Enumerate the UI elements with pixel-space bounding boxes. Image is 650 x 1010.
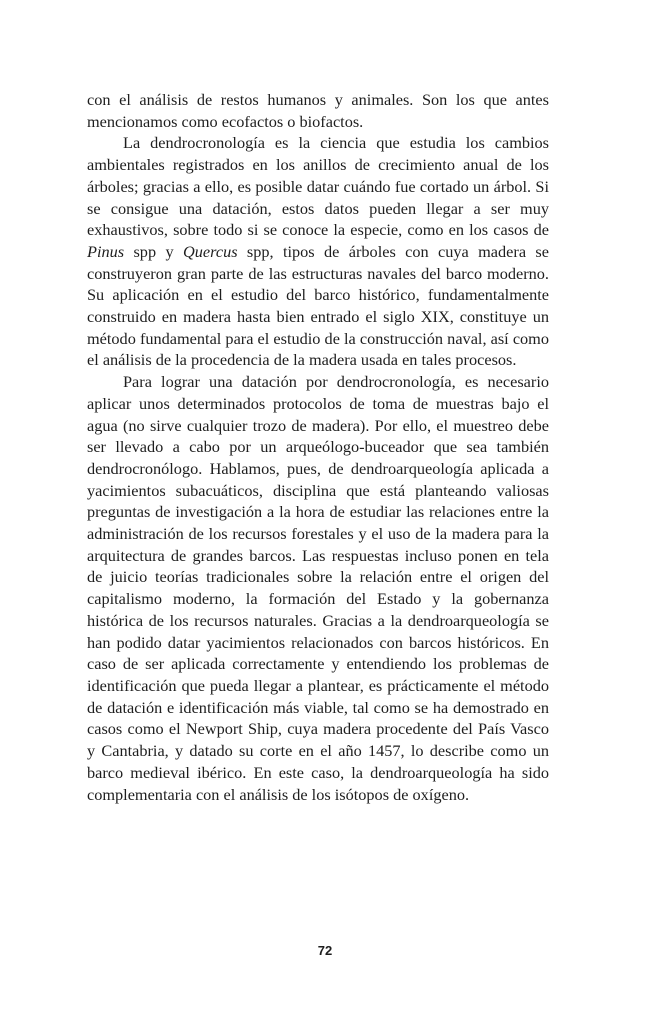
page-number: 72 <box>317 943 333 958</box>
body-text <box>87 89 549 805</box>
text-run: spp y <box>124 241 183 261</box>
paragraph <box>87 132 549 371</box>
text-run: Para lograr una datación por dendrocronología, es necesario aplicar unos determinados protocolos de toma de muestras bajo el agua (no sirve cualquier trozo de madera). Por ello, el muestreo debe ser llevado a cabo por un arqueólogo-buceador que sea también dendrocronólogo. Hablamos, pues, de dendroarqueología aplicada a yacimientos subacuáticos, disciplina que está planteando valiosas preguntas de investigación a la hora de estudiar las relaciones entre la administración de los recursos forestales y el uso de la madera para la arquitectura de grandes barcos. Las respuestas incluso ponen en tela de juicio teorías tradicionales sobre la relación entre el origen del capitalismo moderno, la formación del Estado y la gobernanza histórica de los recursos naturales. Gracias a la dendroarqueología se han podido datar yacimientos relacionados con barcos históricos. En caso de ser aplicada correctamente y entendiendo los problemas de identificación que pueda llegar a plantear, es prácticamente el método de datación e identificación más viable, tal como se ha demostrado en casos como el Newport Ship, cuya madera procedente del País Vasco y Cantabria, y datado su corte en el año 1457, lo describe como un barco medieval ibérico. En este caso, la dendroarqueología ha sido complementaria con el análisis de los isótopos de oxígeno. <box>87 372 549 804</box>
paragraph <box>87 89 549 132</box>
text-run: con el análisis de restos humanos y animales. Son los que antes mencionamos como ecofactos o biofactos. <box>87 90 549 131</box>
italic-term: Pinus <box>87 241 125 261</box>
paragraph <box>87 371 549 805</box>
text-run: La dendrocronología es la ciencia que estudia los cambios ambientales registrados en los anillos de crecimiento anual de los árboles; gracias a ello, es posible datar cuándo fue cortado un árbol. Si se consigue una datación, estos datos pueden llegar a ser muy exhaustivos, sobre todo si se conoce la especie, como en los casos de <box>87 133 549 240</box>
italic-term: Quercus <box>182 241 238 261</box>
text-run: spp, tipos de árboles con cuya madera se construyeron gran parte de las estructuras navales del barco moderno. Su aplicación en el estudio del barco histórico, fundamentalmente construido en madera hasta bien entrado el siglo XIX, constituye un método fundamental para el estudio de la construcción naval, así como el análisis de la procedencia de la madera usada en tales procesos. <box>87 241 549 370</box>
